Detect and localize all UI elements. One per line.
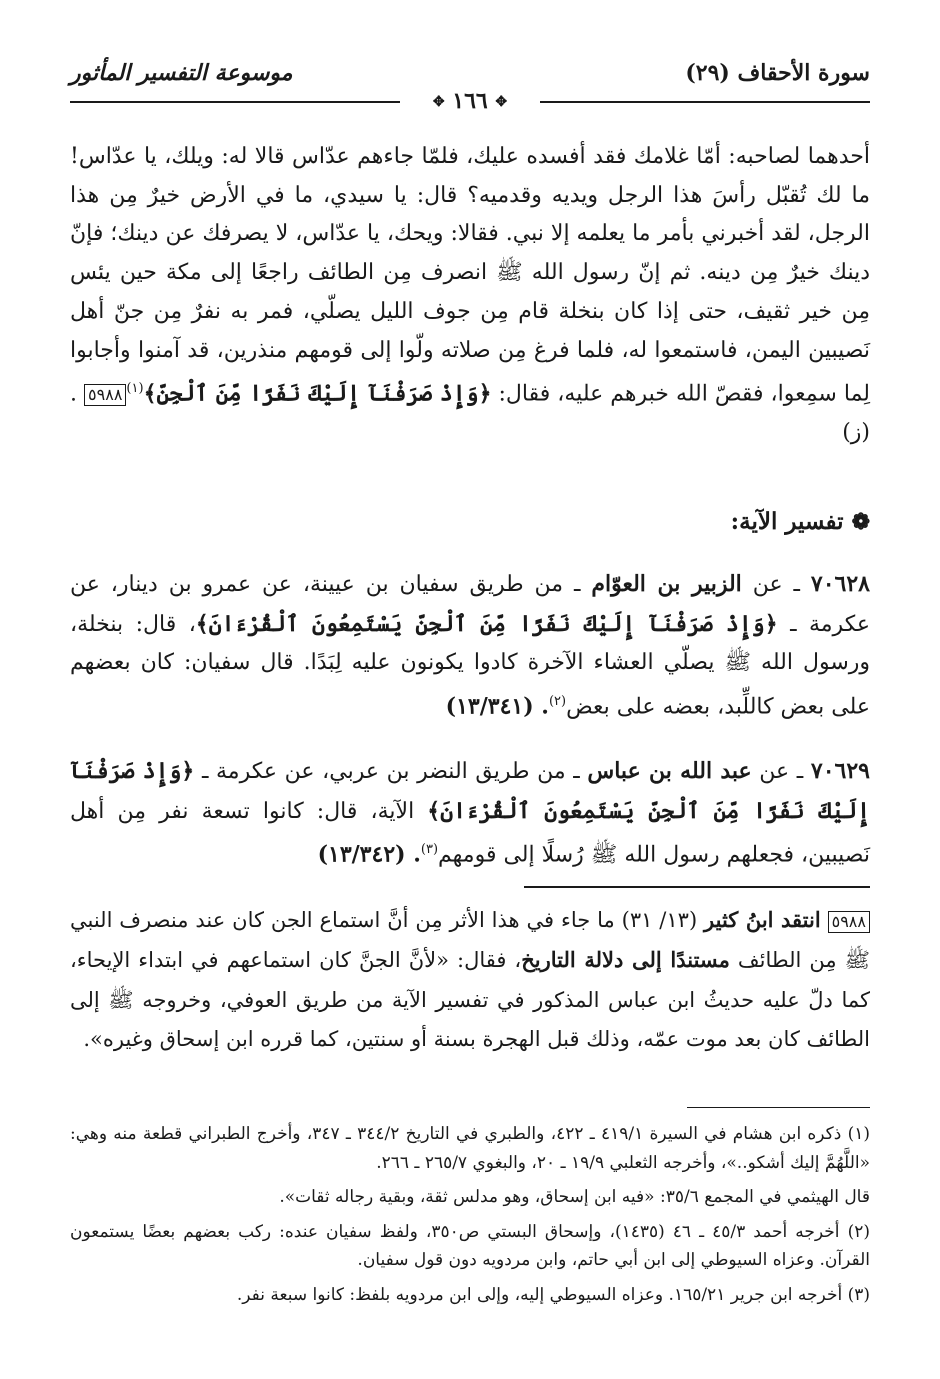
footnote-2: (٢) أخرجه أحمد ٤٥/٣ ـ ٤٦ (١٤٣٥)، وإسحاق البستي ص٣٥٠، ولفظ سفيان عنده: ركب بعضهم بعضًا يستمعون القرآن. وعزاه السيوطي إلى ابن أبي حاتم، وابن مردويه دون قول سفيان. [70,1221,870,1270]
narrator-name: عبد الله بن عباس [587,758,752,784]
quran-verse: ﴿وَإِذْ صَرَفْنَآ إِلَيْكَ نَفَرًا مِّنَ ٱلْجِنِّ﴾ [143,380,492,407]
surah-title: سورة الأحقاف (٢٩) [685,60,870,86]
book-title: موسوعة التفسير المأثور [70,60,293,86]
note-ref-box: ٥٩٨٨ [828,911,870,933]
narration-70629 [70,752,870,875]
flower-icon: ❁ [851,509,870,535]
quran-verse: ﴿وَإِذْ صَرَفْنَآ إِلَيْكَ نَفَرًا مِّنَ ٱلْجِنِّ يَسْتَمِعُونَ ٱلْقُرْءَانَ﴾ [70,758,871,824]
volume-ref: . (١٣/٣٤١) [445,693,549,720]
narration-chain: ـ من طريق النضر بن عربي، عن عكرمة ـ [194,759,588,784]
narration-text: ، قال: بنخلة، ورسول الله ﷺ يصلّي العشاء الآخرة كادوا يكونون عليه لِبَدًا. قال سفيان: كان بعضهم على بعض كاللِّبد، بعضه على بعض [70,611,870,720]
quran-verse: ﴿وَإِذْ صَرَفْنَآ إِلَيْكَ نَفَرًا مِّنَ ٱلْجِنِّ يَسْتَمِعُونَ ٱلْقُرْءَانَ﴾ [195,610,778,637]
ornament-icon: ✥ [495,94,508,110]
note-divider [524,886,870,888]
section-heading-text: تفسير الآية: [730,508,844,535]
narration-text: الآية، قال: كانوا تسعة نفر مِن أهل نَصيبين، فجعلهم رسول الله ﷺ رُسلًا إلى قومهم [70,798,870,868]
editorial-note [70,900,870,1059]
narration-connector: ـ عن [751,759,811,784]
narrator-name: الزبير بن العوّام [591,571,742,597]
footnote-1-note: قال الهيثمي في المجمع ٣٥/٦: «فيه ابن إسحاق، وهو مدلس ثقة، وبقية رجاله ثقات». [279,1187,870,1207]
intro-end: . (ز) [70,381,870,446]
ornament-icon: ✥ [432,94,445,110]
narration-number: ٧٠٦٢٨ [810,571,870,597]
page-number: ١٦٦ [452,88,488,114]
footnote-3: (٣) أخرجه ابن جرير ١٦٥/٢١. وعزاه السيوطي إليه، وإلى ابن مردويه بلفظ: كانوا سبعة نفر. [236,1284,870,1305]
narration-number: ٧٠٦٢٩ [810,758,870,784]
footnotes [70,1120,870,1315]
page-number-block [400,88,540,114]
note-emphasis: مستندًا إلى دلالة التاريخ [521,947,730,973]
narration-chain: ـ من طريق سفيان بن عيينة، عن عمرو بن دينار، عن عكرمة ـ [70,572,870,637]
footnote-marker: (٣) [420,842,439,858]
narration-connector: ـ عن [741,572,811,597]
note-quote: ، فقال: «لأنَّ الجنَّ كان استماعهم في ابتداء الإيحاء، كما دلّ عليه حديثُ ابن عباس المذكور في تفسير الآية من طريق العوفي، وخروجه ﷺ إلى الطائف كان بعد موت عمّه، وذلك قبل الهجرة بسنة أو سنتين، كما قرره ابن إسحاق وغيره». [70,948,870,1051]
note-text: (١٣/ ٣١) ما جاء في هذا الأثر مِن أنَّ استماع الجن كان عند منصرف النبي ﷺ مِن الطائف [70,908,870,973]
footnote-marker: (٢) [548,694,567,710]
footnote-marker: (١) [126,381,144,397]
intro-paragraph [70,138,870,453]
volume-ref: . (١٣/٣٤٢) [317,841,421,868]
note-lead: انتقد ابنُ كثير [704,907,821,932]
footnote-1: (١) ذكره ابن هشام في السيرة ٤١٩/١ ـ ٤٢٢، والطبري في التاريخ ٣٤٤/٢ ـ ٣٤٧، وأخرج الطبراني قطعة منه وهي: «اللَّهُمَّ إليك أشكو..»، وأخرجه الثعلبي ١٩/٩ ـ ٢٠، والبغوي ٢٦٥/٧ ـ ٢٦٦. [70,1124,870,1173]
intro-text: أحدهما لصاحبه: أمّا غلامك فقد أفسده عليك، فلمّا جاءهم عدّاس قالا له: ويلك، يا عدّاس! ما لك تُقبّل رأسَ هذا الرجل ويديه وقدميه؟ قال: يا سيدي، ما في الأرض خيرٌ مِن هذا الرجل، لقد أخبرني بأمر ما يعلمه إلا نبي. فقالا: ويحك، يا عدّاس، لا يصرفك عن دينك؛ فإنّ دينك خيرٌ مِن دينه. ثم إنّ رسول الله ﷺ انصرف مِن الطائف راجعًا إلى مكة حين يئس مِن خير ثقيف، حتى إذا كان بنخلة قام مِن جوف الليل يصلّي، فمر به نفرٌ مِن جنّ أهل نَصيبين اليمن، فاستمعوا له، فلما فرغ مِن صلاته ولّوا إلى قومهم منذرين، قد آمنوا وأجابوا لِما سمِعوا، فقصّ الله خبرهم عليه، فقال: [70,144,871,407]
note-ref-box: ٥٩٨٨ [84,384,126,406]
section-heading [731,508,870,535]
footnote-divider [687,1107,870,1108]
narration-70628 [70,565,870,727]
